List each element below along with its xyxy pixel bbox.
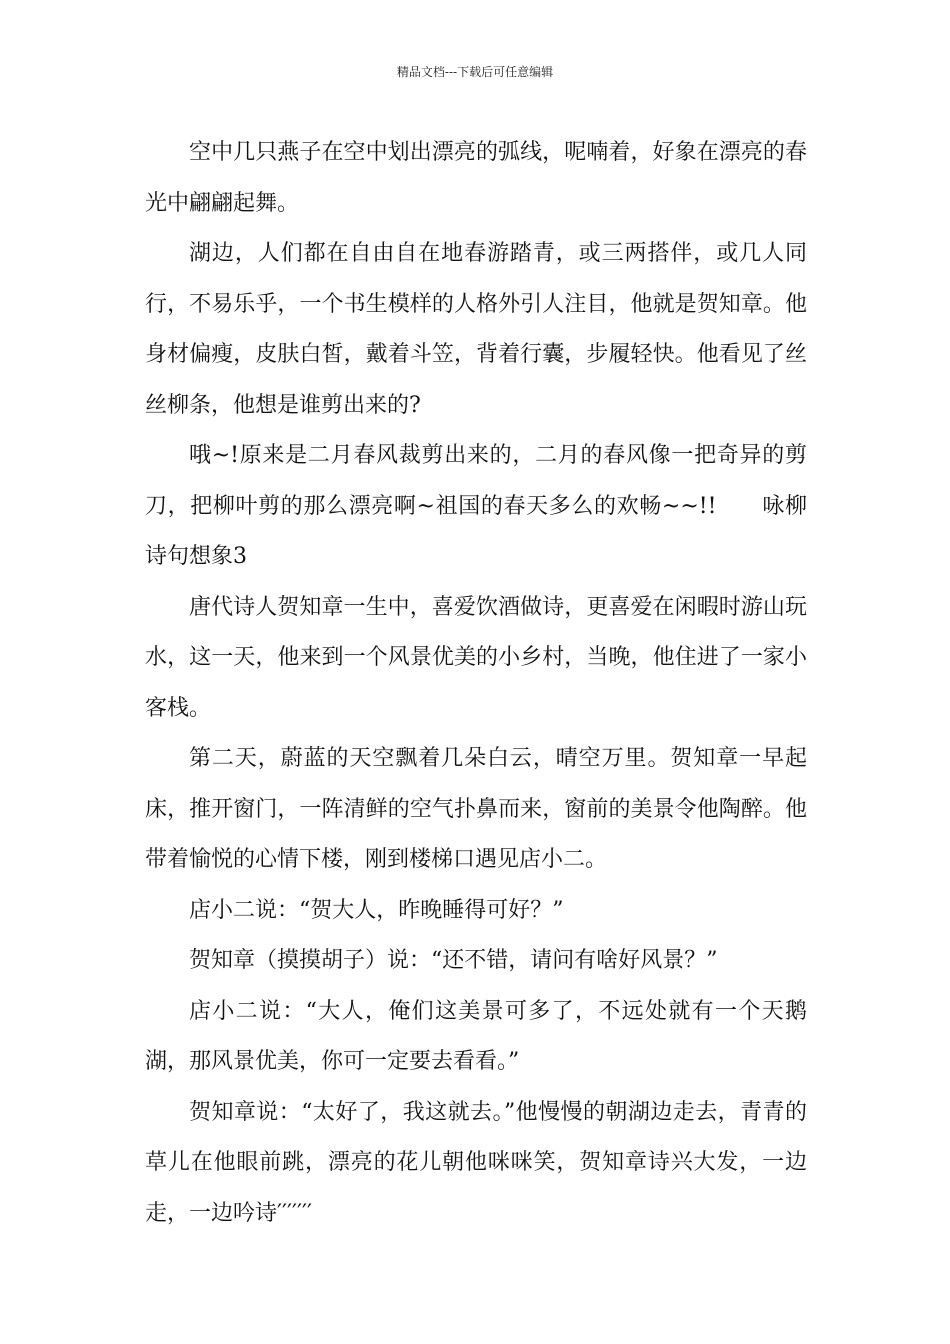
paragraph-6: 店小二说：“贺大人，昨晚睡得可好？” xyxy=(189,897,564,923)
paragraph-8: 店小二说：“大人，俺们这美景可多了，不远处就有一个天鹅湖，那风景优美，你可一定要去看看。” xyxy=(145,998,807,1074)
paragraph-9: 贺知章说：“太好了，我这就去。”他慢慢的朝湖边走去，青青的草儿在他眼前跳，漂亮的花儿朝他咪咪笑，贺知章诗兴大发，一边走，一边吟诗′′′′′′′ xyxy=(145,1099,807,1226)
paragraph-5: 第二天，蔚蓝的天空飘着几朵白云，晴空万里。贺知章一早起床，推开窗门，一阵清鲜的空气扑鼻而来，窗前的美景令他陶醉。他带着愉悦的心情下楼，刚到楼梯口遇见店小二。 xyxy=(145,746,807,872)
document-body xyxy=(145,128,807,1239)
paragraph-4: 唐代诗人贺知章一生中，喜爱饮酒做诗，更喜爱在闲暇时游山玩水，这一天，他来到一个风景优美的小乡村，当晚，他住进了一家小客栈。 xyxy=(145,594,807,721)
paragraph-7: 贺知章（摸摸胡子）说：“还不错，请问有啥好风景？” xyxy=(189,948,718,973)
paragraph-3: 哦~!原来是二月春风裁剪出来的，二月的春风像一把奇异的剪刀，把柳叶剪的那么漂亮啊~祖国的春天多么的欢畅~~!! 咏柳诗句想象3 xyxy=(145,443,807,569)
paragraph-1: 空中几只燕子在空中划出漂亮的弧线，呢喃着，好象在漂亮的春光中翩翩起舞。 xyxy=(145,140,807,216)
paragraph-2: 湖边，人们都在自由自在地春游踏青，或三两搭伴，或几人同行，不易乐乎，一个书生模样的人格外引人注目，他就是贺知章。他身材偏瘦，皮肤白皙，戴着斗笠，背着行囊，步履轻快。他看见了丝丝柳条，他想是谁剪出来的? xyxy=(145,241,807,418)
page-header: 精品文档---下载后可任意编辑 xyxy=(396,65,554,79)
